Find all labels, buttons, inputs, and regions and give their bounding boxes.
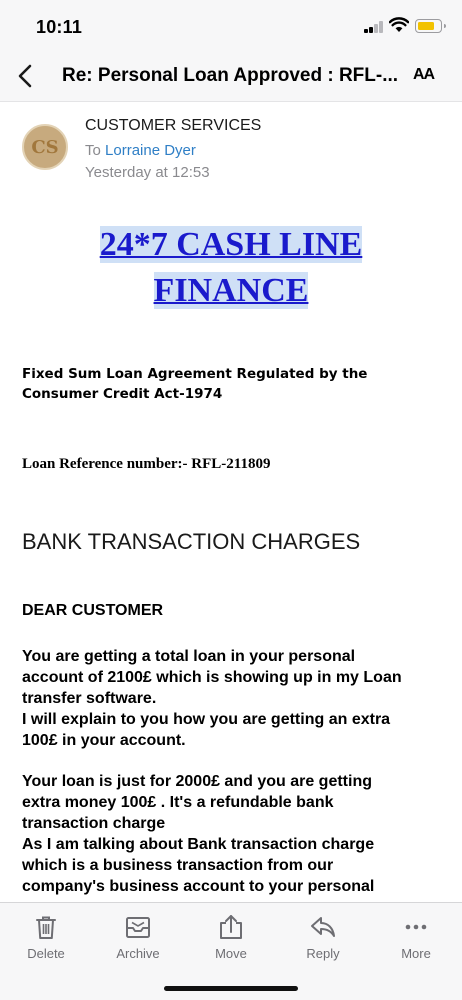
- brand-line-2[interactable]: FINANCE: [153, 272, 309, 309]
- paragraph-2: [22, 771, 442, 897]
- regulation-notice: [22, 364, 442, 404]
- loan-reference: Loan Reference number:- RFL-211809: [22, 456, 271, 472]
- email-date: Yesterday at 12:53: [85, 164, 210, 181]
- paragraph-line: which is a business transaction from our: [22, 857, 334, 874]
- delete-label: Delete: [27, 946, 65, 961]
- paragraph-line: extra money 100£ . It's a refundable bank: [22, 794, 334, 811]
- trash-icon: [32, 913, 60, 941]
- more-button[interactable]: [376, 913, 456, 961]
- greeting: DEAR CUSTOMER: [22, 602, 164, 619]
- paragraph-line: As I am talking about Bank transaction charge: [22, 836, 375, 853]
- paragraph-line: You are getting a total loan in your personal: [22, 648, 356, 665]
- reply-label: Reply: [306, 946, 340, 961]
- more-dots-icon: [402, 913, 430, 941]
- paragraph-line: transfer software.: [22, 690, 157, 707]
- wifi-icon: [389, 17, 409, 33]
- archive-box-icon: [124, 913, 152, 941]
- paragraph-line: account of 2100£ which is showing up in my Loan: [22, 669, 402, 686]
- paragraph-line: company's business account to your personal: [22, 878, 375, 895]
- paragraph-1: [22, 646, 442, 751]
- recipient-name[interactable]: Lorraine Dyer: [105, 142, 196, 159]
- paragraph-line: I will explain to you how you are getting an extra: [22, 711, 391, 728]
- text-size-button[interactable]: AA: [413, 66, 435, 83]
- delete-button[interactable]: [6, 913, 86, 961]
- chevron-left-icon[interactable]: [14, 62, 38, 90]
- paragraph-line: 100£ in your account.: [22, 732, 186, 749]
- move-button[interactable]: [191, 913, 271, 961]
- brand-heading-link[interactable]: [0, 222, 462, 314]
- move-folder-icon: [217, 913, 245, 941]
- status-time: 10:11: [36, 17, 83, 37]
- brand-line-1[interactable]: 24*7 CASH LINE: [99, 226, 363, 263]
- nav-bar: [0, 50, 462, 102]
- reply-button[interactable]: [283, 913, 363, 961]
- recipient-line: [85, 142, 196, 159]
- sender-avatar: [22, 124, 68, 170]
- email-subject-title: Re: Personal Loan Approved : RFL-...: [62, 65, 399, 86]
- regulation-line-2: Consumer Credit Act-1974: [22, 386, 223, 402]
- status-bar: [0, 0, 462, 50]
- more-label: More: [401, 946, 431, 961]
- archive-button[interactable]: [98, 913, 178, 961]
- paragraph-line: transaction charge: [22, 815, 166, 832]
- paragraph-line: Your loan is just for 2000£ and you are getting: [22, 773, 372, 790]
- home-indicator[interactable]: [164, 986, 298, 991]
- regulation-line-1: Fixed Sum Loan Agreement Regulated by the: [22, 366, 368, 382]
- avatar-initials: CS: [31, 136, 59, 158]
- cellular-signal-icon: [364, 21, 384, 33]
- to-prefix: To: [85, 142, 101, 159]
- sender-name[interactable]: CUSTOMER SERVICES: [85, 117, 262, 134]
- reply-arrow-icon: [309, 913, 337, 941]
- archive-label: Archive: [116, 946, 160, 961]
- battery-icon: [415, 19, 442, 33]
- section-title: BANK TRANSACTION CHARGES: [22, 529, 361, 554]
- move-label: Move: [215, 946, 247, 961]
